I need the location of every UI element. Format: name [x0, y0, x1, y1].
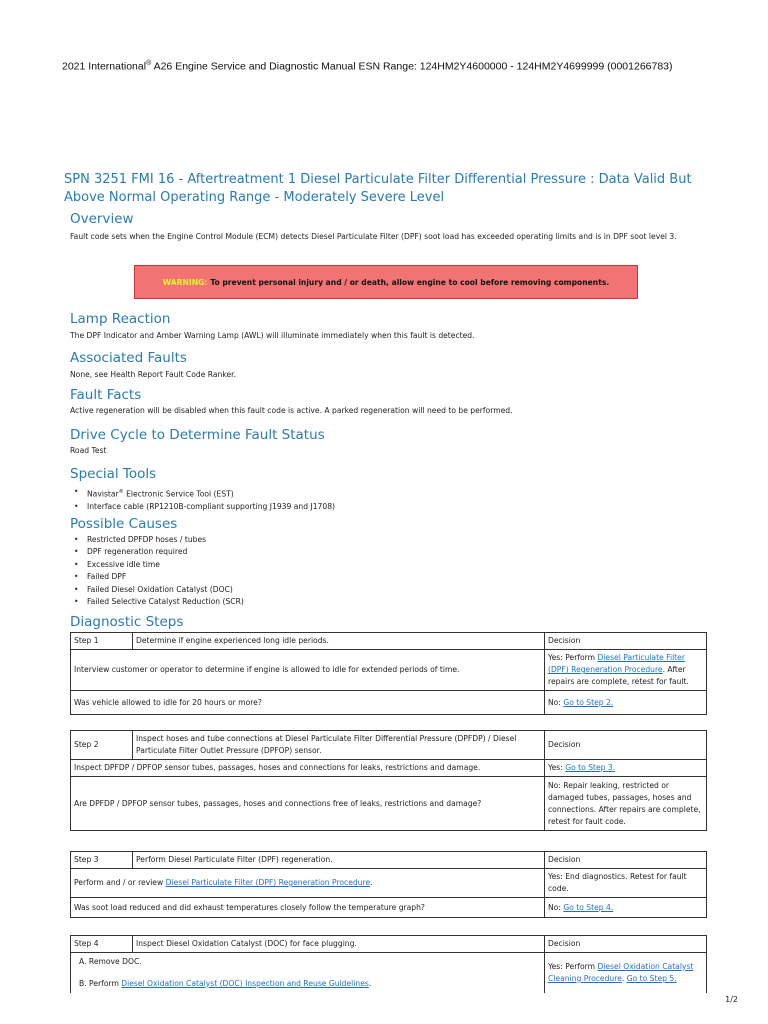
- list-item: • Failed Diesel Oxidation Catalyst (DOC): [70, 584, 244, 596]
- page-number: 1/2: [725, 995, 738, 1004]
- step-2-decision-header: Decision: [545, 731, 707, 760]
- document-header: [62, 60, 742, 73]
- step-1-no-decision: No: Go to Step 2.: [545, 691, 707, 715]
- step-4-yes-decision: Yes: Perform Diesel Oxidation Catalyst Cleaning Procedure. Go to Step 5.: [545, 953, 707, 993]
- lamp-reaction-text: The DPF Indicator and Amber Warning Lamp (AWL) will illuminate immediately when this fault is detected.: [70, 331, 475, 340]
- possible-causes-heading: Possible Causes: [70, 516, 178, 532]
- step-3-yes-decision: Yes: End diagnostics. Retest for fault code.: [545, 869, 707, 898]
- list-item: • Navistar® Electronic Service Tool (EST): [70, 486, 335, 501]
- dpf-regeneration-procedure-link[interactable]: Diesel Particulate Filter (DPF) Regeneration Procedure: [165, 878, 371, 887]
- step-3-question: Was soot load reduced and did exhaust temperatures closely follow the temperature graph?: [71, 898, 545, 918]
- step-4-label: Step 4: [71, 936, 133, 953]
- step-3-label: Step 3: [71, 852, 133, 869]
- diagnostic-steps-heading: Diagnostic Steps: [70, 614, 184, 630]
- header-suffix: A26 Engine Service and Diagnostic Manual ESN Range: 124HM2Y4600000 - 124HM2Y4699999 (0001266783): [151, 60, 673, 73]
- step-4-description: Inspect Diesel Oxidation Catalyst (DOC) for face plugging.: [133, 936, 545, 953]
- fault-facts-heading: Fault Facts: [70, 387, 142, 403]
- list-item: • Interface cable (RP1210B-compliant supporting J1939 and J1708): [70, 501, 335, 513]
- step-1-instruction: Interview customer or operator to determine if engine is allowed to idle for extended periods of time.: [71, 650, 545, 691]
- overview-heading: Overview: [70, 211, 134, 227]
- dpf-regeneration-link[interactable]: Diesel Particulate Filter (DPF) Regeneration Procedure: [548, 653, 685, 674]
- step-2-table: [70, 730, 707, 831]
- step-3-table: [70, 851, 707, 918]
- go-to-step-2-link[interactable]: Go to Step 2.: [563, 697, 614, 707]
- step-1-table: [70, 632, 707, 715]
- associated-faults-heading: Associated Faults: [70, 350, 187, 366]
- step-2-label: Step 2: [71, 731, 133, 760]
- warning-label: WARNING:: [162, 277, 208, 287]
- step-2-yes-decision: Yes: Go to Step 3.: [545, 760, 707, 777]
- possible-causes-list: [70, 534, 244, 608]
- step-3-description: Perform Diesel Particulate Filter (DPF) regeneration.: [133, 852, 545, 869]
- header-prefix: 2021 International: [62, 60, 147, 73]
- drive-cycle-text: Road Test: [70, 446, 107, 455]
- go-to-step-3-link[interactable]: Go to Step 3.: [565, 763, 616, 772]
- step-2-description: Inspect hoses and tube connections at Diesel Particulate Filter Differential Pressure (DPFDP) / Diesel Particulate Filter Outlet Pressure (DPFOP) sensor.: [133, 731, 545, 760]
- step-1-question: Was vehicle allowed to idle for 20 hours or more?: [71, 691, 545, 715]
- warning-text: To prevent personal injury and / or death, allow engine to cool before removing components.: [210, 277, 610, 287]
- list-item: • Failed DPF: [70, 571, 244, 583]
- step-3-decision-header: Decision: [545, 852, 707, 869]
- fault-facts-text: Active regeneration will be disabled when this fault code is active. A parked regeneration will need to be performed.: [70, 406, 513, 415]
- step-2-instruction: Inspect DPFDP / DPFOP sensor tubes, passages, hoses and connections for leaks, restrictions and damage.: [71, 760, 545, 777]
- step-1-yes-decision: Yes: Perform Diesel Particulate Filter (DPF) Regeneration Procedure. After repairs are complete, retest for fault.: [545, 650, 707, 691]
- page-title: SPN 3251 FMI 16 - Aftertreatment 1 Diesel Particulate Filter Differential Pressure : Data Valid But Above Normal Operating Range - Moderately Severe Level: [64, 172, 692, 205]
- step-2-question: Are DPFDP / DPFOP sensor tubes, passages, hoses and connections free of leaks, restrictions and damage?: [71, 777, 545, 831]
- step-1-description: Determine if engine experienced long idle periods.: [133, 633, 545, 650]
- overview-text: Fault code sets when the Engine Control Module (ECM) detects Diesel Particulate Filter (DPF) soot load has exceeded operating limits and is in DPF soot level 3.: [70, 232, 677, 241]
- step-1-decision-header: Decision: [545, 633, 707, 650]
- special-tools-list: [70, 486, 335, 513]
- step-4-substep-a: A. Remove DOC.: [79, 956, 142, 966]
- step-3-no-decision: No: Go to Step 4.: [545, 898, 707, 918]
- list-item: • DPF regeneration required: [70, 546, 244, 558]
- step-4-table: [70, 935, 707, 993]
- header-registered-mark: ®: [146, 60, 152, 67]
- special-tools-heading: Special Tools: [70, 466, 157, 482]
- lamp-reaction-heading: Lamp Reaction: [70, 311, 171, 327]
- step-4-substep-b: B. Perform Diesel Oxidation Catalyst (DOC) Inspection and Reuse Guidelines.: [79, 978, 372, 988]
- go-to-step-5-link[interactable]: Go to Step 5.: [626, 973, 677, 983]
- doc-inspection-guidelines-link[interactable]: Diesel Oxidation Catalyst (DOC) Inspection and Reuse Guidelines: [121, 978, 369, 988]
- warning-box: [134, 265, 638, 299]
- list-item: • Excessive idle time: [70, 559, 244, 571]
- step-4-instructions: [71, 953, 545, 993]
- doc-cleaning-procedure-link[interactable]: Diesel Oxidation Catalyst Cleaning Procedure: [548, 961, 694, 983]
- step-1-label: Step 1: [71, 633, 133, 650]
- go-to-step-4-link[interactable]: Go to Step 4.: [563, 902, 614, 912]
- list-item: • Failed Selective Catalyst Reduction (SCR): [70, 596, 244, 608]
- step-4-decision-header: Decision: [545, 936, 707, 953]
- step-2-no-decision: No: Repair leaking, restricted or damaged tubes, passages, hoses and connections. After repairs are complete, retest for fault code.: [545, 777, 707, 831]
- drive-cycle-heading: Drive Cycle to Determine Fault Status: [70, 427, 325, 443]
- list-item: • Restricted DPFDP hoses / tubes: [70, 534, 244, 546]
- step-3-instruction: Perform and / or review Diesel Particulate Filter (DPF) Regeneration Procedure.: [71, 869, 545, 898]
- associated-faults-text: None, see Health Report Fault Code Ranker.: [70, 370, 236, 379]
